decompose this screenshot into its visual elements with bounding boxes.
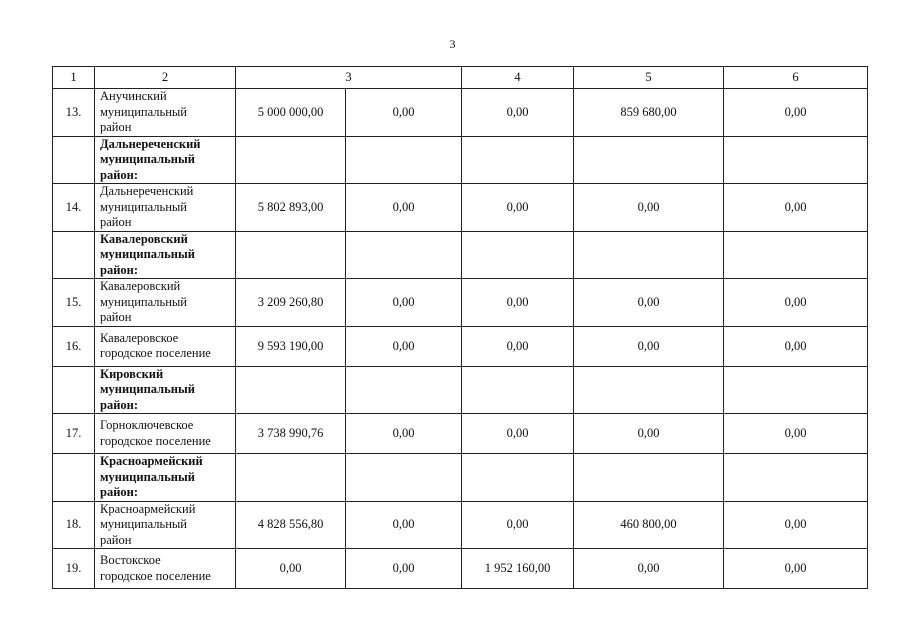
value-cell xyxy=(724,366,868,414)
value-cell xyxy=(574,454,724,502)
group-name xyxy=(95,366,236,414)
header-cell: 2 xyxy=(95,67,236,89)
group-heading-row xyxy=(53,366,868,414)
row-number: 15. xyxy=(53,279,95,327)
table-row xyxy=(53,184,868,232)
name-line: район xyxy=(100,215,132,229)
value-cell xyxy=(236,136,346,184)
value-cell: 0,00 xyxy=(462,326,574,366)
name-line: район xyxy=(100,120,132,134)
value-cell xyxy=(462,366,574,414)
value-cell xyxy=(574,231,724,279)
value-cell: 0,00 xyxy=(574,326,724,366)
value-cell: 0,00 xyxy=(462,89,574,137)
value-cell xyxy=(574,136,724,184)
value-cell: 0,00 xyxy=(574,549,724,589)
name-line: Красноармейский xyxy=(100,501,196,516)
name-line: район: xyxy=(100,397,139,412)
value-cell: 0,00 xyxy=(574,184,724,232)
name-line: Востокское xyxy=(100,553,161,567)
table-row xyxy=(53,326,868,366)
value-cell: 0,00 xyxy=(346,89,462,137)
value-cell: 0,00 xyxy=(724,414,868,454)
value-cell xyxy=(462,136,574,184)
municipality-name xyxy=(95,501,236,549)
value-cell: 0,00 xyxy=(574,279,724,327)
group-heading-row xyxy=(53,136,868,184)
name-line: район: xyxy=(100,167,139,182)
row-number xyxy=(53,366,95,414)
row-number xyxy=(53,136,95,184)
value-cell: 0,00 xyxy=(462,414,574,454)
value-cell: 0,00 xyxy=(462,279,574,327)
value-cell: 0,00 xyxy=(724,89,868,137)
table-row xyxy=(53,549,868,589)
table-row xyxy=(53,279,868,327)
name-line: муниципальный xyxy=(100,294,187,309)
value-cell xyxy=(346,136,462,184)
value-cell: 0,00 xyxy=(462,501,574,549)
name-line: муниципальный xyxy=(100,469,195,484)
municipality-name xyxy=(95,326,236,366)
header-cell: 1 xyxy=(53,67,95,89)
value-cell: 0,00 xyxy=(724,184,868,232)
name-line: район: xyxy=(100,485,139,499)
municipality-name xyxy=(95,89,236,137)
group-heading-row xyxy=(53,454,868,502)
name-line: Кавалеровский xyxy=(100,279,181,293)
value-cell xyxy=(574,366,724,414)
name-line: городское поселение xyxy=(100,433,211,448)
group-heading-row xyxy=(53,231,868,279)
row-number: 19. xyxy=(53,549,95,589)
value-cell: 5 802 893,00 xyxy=(236,184,346,232)
value-cell: 859 680,00 xyxy=(574,89,724,137)
name-line: Кировский xyxy=(100,366,164,381)
value-cell xyxy=(236,231,346,279)
value-cell xyxy=(462,454,574,502)
name-line: Кавалеровский xyxy=(100,231,188,246)
name-line: Дальнереченский xyxy=(100,184,194,198)
table-row xyxy=(53,414,868,454)
value-cell xyxy=(346,231,462,279)
value-cell: 0,00 xyxy=(346,184,462,232)
value-cell: 0,00 xyxy=(236,549,346,589)
municipality-name xyxy=(95,279,236,327)
value-cell: 0,00 xyxy=(346,414,462,454)
value-cell xyxy=(462,231,574,279)
value-cell: 0,00 xyxy=(346,501,462,549)
name-line: Дальнереченский xyxy=(100,136,201,151)
name-line: район: xyxy=(100,262,139,277)
name-line: муниципальный xyxy=(100,199,187,214)
table-row xyxy=(53,89,868,137)
name-line: Горноключевское xyxy=(100,418,194,432)
budget-table xyxy=(52,66,868,589)
group-name xyxy=(95,454,236,502)
value-cell xyxy=(346,366,462,414)
value-cell: 1 952 160,00 xyxy=(462,549,574,589)
page-number: 3 xyxy=(449,37,456,51)
row-number xyxy=(53,454,95,502)
row-number: 18. xyxy=(53,501,95,549)
name-line: Кавалеровское xyxy=(100,330,179,345)
name-line: муниципальный xyxy=(100,152,195,166)
name-line: район xyxy=(100,532,132,547)
value-cell xyxy=(346,454,462,502)
name-line: район xyxy=(100,310,132,324)
header-cell: 4 xyxy=(462,67,574,89)
value-cell: 0,00 xyxy=(724,279,868,327)
value-cell: 3 738 990,76 xyxy=(236,414,346,454)
municipality-name xyxy=(95,414,236,454)
value-cell xyxy=(724,231,868,279)
value-cell: 9 593 190,00 xyxy=(236,326,346,366)
value-cell xyxy=(724,136,868,184)
value-cell: 0,00 xyxy=(346,549,462,589)
row-number: 13. xyxy=(53,89,95,137)
group-name xyxy=(95,136,236,184)
row-number: 17. xyxy=(53,414,95,454)
value-cell xyxy=(236,454,346,502)
value-cell: 0,00 xyxy=(724,326,868,366)
municipality-name xyxy=(95,549,236,589)
value-cell: 0,00 xyxy=(724,501,868,549)
value-cell: 3 209 260,80 xyxy=(236,279,346,327)
value-cell: 0,00 xyxy=(462,184,574,232)
row-number: 16. xyxy=(53,326,95,366)
name-line: муниципальный xyxy=(100,104,187,119)
value-cell: 460 800,00 xyxy=(574,501,724,549)
value-cell: 0,00 xyxy=(346,279,462,327)
header-row xyxy=(53,67,868,89)
header-cell: 3 xyxy=(236,67,462,89)
header-cell: 6 xyxy=(724,67,868,89)
name-line: городское поселение xyxy=(100,568,211,583)
name-line: муниципальный xyxy=(100,517,187,531)
value-cell xyxy=(724,454,868,502)
value-cell: 0,00 xyxy=(346,326,462,366)
group-name xyxy=(95,231,236,279)
row-number: 14. xyxy=(53,184,95,232)
row-number xyxy=(53,231,95,279)
name-line: Красноармейский xyxy=(100,454,203,468)
name-line: муниципальный xyxy=(100,382,195,396)
value-cell: 0,00 xyxy=(574,414,724,454)
header-cell: 5 xyxy=(574,67,724,89)
name-line: Анучинский xyxy=(100,89,167,103)
value-cell: 5 000 000,00 xyxy=(236,89,346,137)
name-line: городское поселение xyxy=(100,346,211,360)
municipality-name xyxy=(95,184,236,232)
value-cell: 0,00 xyxy=(724,549,868,589)
table-row xyxy=(53,501,868,549)
value-cell: 4 828 556,80 xyxy=(236,501,346,549)
name-line: муниципальный xyxy=(100,247,195,261)
value-cell xyxy=(236,366,346,414)
